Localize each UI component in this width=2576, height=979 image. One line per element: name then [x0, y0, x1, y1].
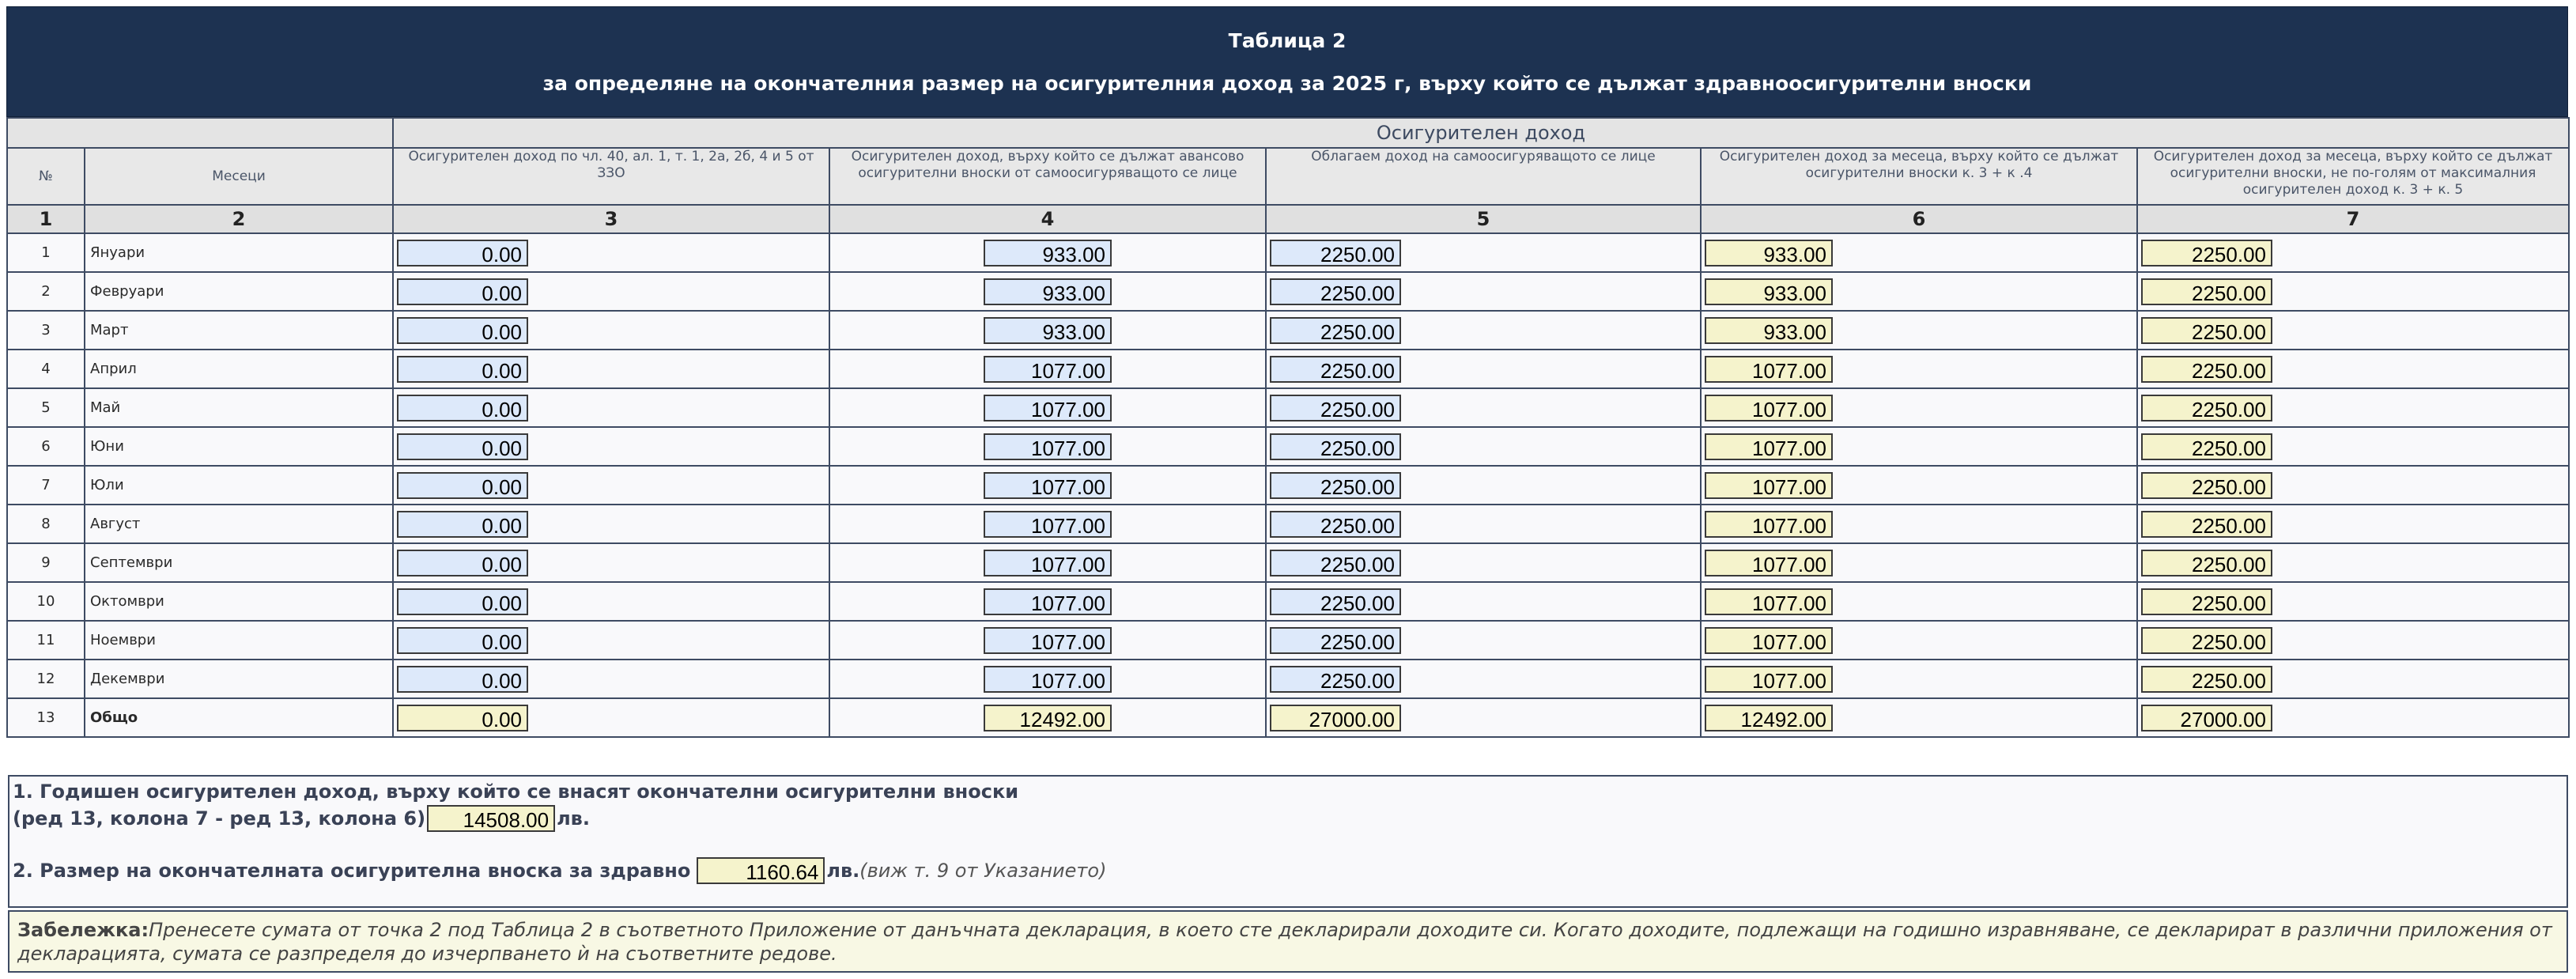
amount-field-col-3[interactable]: 0.00 — [397, 550, 528, 576]
cell-c7 — [2137, 311, 2569, 350]
cell-c5 — [1266, 621, 1701, 660]
cell-c6 — [1701, 543, 2137, 582]
amount-field-col-7[interactable]: 2250.00 — [2141, 472, 2272, 499]
currency-unit: лв. — [826, 860, 860, 882]
cell-c4 — [829, 233, 1266, 272]
amount-field-col-4[interactable]: 1077.00 — [984, 395, 1112, 421]
amount-field-col-5[interactable]: 2250.00 — [1270, 627, 1401, 654]
row-number: 10 — [7, 582, 85, 621]
col-header-5: Облагаем доход на самоосигуряващото се лице — [1266, 148, 1701, 205]
instruction-reference: (виж т. 9 от Указанието) — [859, 860, 1107, 882]
cell-c7 — [2137, 660, 2569, 698]
row-number: 8 — [7, 505, 85, 543]
amount-field-col-3[interactable]: 0.00 — [397, 317, 528, 344]
col-index: 5 — [1266, 205, 1701, 233]
cell-c4 — [829, 427, 1266, 466]
cell-c5 — [1266, 505, 1701, 543]
amount-field-col-5[interactable]: 27000.00 — [1270, 705, 1401, 731]
cell-c7 — [2137, 272, 2569, 311]
amount-field-col-6[interactable]: 1077.00 — [1705, 588, 1833, 615]
month-label: Ноември — [85, 621, 393, 660]
amount-field-col-4[interactable]: 933.00 — [984, 278, 1112, 305]
amount-field-col-7[interactable]: 2250.00 — [2141, 433, 2272, 460]
amount-field-col-5[interactable]: 2250.00 — [1270, 240, 1401, 266]
row-number: 1 — [7, 233, 85, 272]
cell-c3 — [393, 621, 829, 660]
cell-c4 — [829, 543, 1266, 582]
col-header-6: Осигурителен доход за месеца, върху който се дължат осигурителни вноски к. 3 + к .4 — [1701, 148, 2137, 205]
group-header-spacer — [7, 118, 85, 148]
amount-field-col-5[interactable]: 2250.00 — [1270, 433, 1401, 460]
amount-field-col-6[interactable]: 1077.00 — [1705, 395, 1833, 421]
cell-c3 — [393, 543, 829, 582]
cell-c4 — [829, 621, 1266, 660]
cell-c3 — [393, 505, 829, 543]
cell-c3 — [393, 427, 829, 466]
amount-field-col-6[interactable]: 1077.00 — [1705, 550, 1833, 576]
amount-field-col-3[interactable]: 0.00 — [397, 240, 528, 266]
contribution-label: 2. Размер на окончателната осигурителна вноска за здравно — [13, 860, 691, 882]
row-number: 2 — [7, 272, 85, 311]
amount-field-col-4[interactable]: 1077.00 — [984, 588, 1112, 615]
month-label: Октомври — [85, 582, 393, 621]
amount-field-col-5[interactable]: 2250.00 — [1270, 472, 1401, 499]
amount-field-col-7[interactable]: 2250.00 — [2141, 278, 2272, 305]
cell-c6 — [1701, 272, 2137, 311]
cell-c7 — [2137, 233, 2569, 272]
cell-c6 — [1701, 427, 2137, 466]
amount-field-col-3[interactable]: 0.00 — [397, 666, 528, 693]
cell-c6 — [1701, 582, 2137, 621]
amount-field-col-5[interactable]: 2250.00 — [1270, 588, 1401, 615]
cell-c5 — [1266, 466, 1701, 505]
table-row — [7, 660, 2569, 698]
cell-c7 — [2137, 388, 2569, 427]
cell-c7 — [2137, 505, 2569, 543]
table-row — [7, 233, 2569, 272]
amount-field-col-3[interactable]: 0.00 — [397, 278, 528, 305]
amount-field-col-3[interactable]: 0.00 — [397, 511, 528, 538]
cell-c4 — [829, 660, 1266, 698]
amount-field-col-4[interactable]: 1077.00 — [984, 550, 1112, 576]
amount-field-col-3[interactable]: 0.00 — [397, 705, 528, 731]
cell-c5 — [1266, 698, 1701, 737]
note-text: Пренесете сумата от точка 2 под Таблица 2 в съответното Приложение от данъчната декларация, в което сте декларирали доходите си. Когато доходите, подлежащи на годишно изравняване, се декларират в различни приложения от декларацията, сумата се разпределя до изчерпването ѝ на съответните редове. — [17, 919, 2552, 965]
cell-c6 — [1701, 621, 2137, 660]
summary-line-3 — [13, 857, 1106, 884]
total-row — [7, 698, 2569, 737]
amount-field-col-5[interactable]: 2250.00 — [1270, 278, 1401, 305]
col-header-3: Осигурителен доход по чл. 40, ал. 1, т. 1, 2а, 2б, 4 и 5 от ЗЗО — [393, 148, 829, 205]
row-number: 6 — [7, 427, 85, 466]
cell-c4 — [829, 505, 1266, 543]
amount-field-col-5[interactable]: 2250.00 — [1270, 666, 1401, 693]
amount-field-col-6[interactable]: 1077.00 — [1705, 433, 1833, 460]
col-index: 2 — [85, 205, 393, 233]
cell-c6 — [1701, 233, 2137, 272]
amount-field-col-7[interactable]: 2250.00 — [2141, 317, 2272, 344]
row-number: 12 — [7, 660, 85, 698]
cell-c3 — [393, 311, 829, 350]
cell-c7 — [2137, 582, 2569, 621]
cell-c6 — [1701, 350, 2137, 388]
amount-field-col-7[interactable]: 2250.00 — [2141, 511, 2272, 538]
amount-field-col-6[interactable]: 1077.00 — [1705, 666, 1833, 693]
col-header-7: Осигурителен доход за месеца, върху който се дължат осигурителни вноски, не по-голям от максималния осигурителен доход к. 3 + к. 5 — [2137, 148, 2569, 205]
cell-c3 — [393, 233, 829, 272]
summary-section — [8, 775, 2568, 908]
amount-field-col-6[interactable]: 1077.00 — [1705, 627, 1833, 654]
cell-c5 — [1266, 233, 1701, 272]
amount-field-col-6[interactable]: 1077.00 — [1705, 356, 1833, 383]
amount-field-col-4[interactable]: 1077.00 — [984, 356, 1112, 383]
amount-field-col-3[interactable]: 0.00 — [397, 472, 528, 499]
col-index: 3 — [393, 205, 829, 233]
annual-income-formula: (ред 13, колона 7 - ред 13, колона 6) — [13, 807, 426, 830]
cell-c4 — [829, 272, 1266, 311]
row-number: 13 — [7, 698, 85, 737]
table-subtitle: за определяне на окончателния размер на осигурителния доход за 2025 г, върху който се дължат здравноосигурителни вноски — [542, 72, 2032, 95]
amount-field-col-3[interactable]: 0.00 — [397, 433, 528, 460]
month-label: Септември — [85, 543, 393, 582]
cell-c3 — [393, 660, 829, 698]
cell-c3 — [393, 582, 829, 621]
col-index: 7 — [2137, 205, 2569, 233]
annual-income-field[interactable]: 14508.00 — [427, 805, 555, 832]
amount-field-col-3[interactable]: 0.00 — [397, 356, 528, 383]
cell-c3 — [393, 698, 829, 737]
col-index: 1 — [7, 205, 85, 233]
cell-c3 — [393, 272, 829, 311]
cell-c5 — [1266, 543, 1701, 582]
cell-c7 — [2137, 698, 2569, 737]
month-label: Февруари — [85, 272, 393, 311]
table-header-banner — [6, 6, 2568, 117]
table-row — [7, 350, 2569, 388]
amount-field-col-6[interactable]: 933.00 — [1705, 278, 1833, 305]
cell-c5 — [1266, 388, 1701, 427]
cell-c7 — [2137, 427, 2569, 466]
amount-field-col-7[interactable]: 2250.00 — [2141, 588, 2272, 615]
row-number: 11 — [7, 621, 85, 660]
col-header-month: Месеци — [85, 148, 393, 205]
health-contribution-field[interactable]: 1160.64 — [697, 857, 825, 884]
cell-c6 — [1701, 466, 2137, 505]
amount-field-col-7[interactable]: 2250.00 — [2141, 550, 2272, 576]
amount-field-col-7[interactable]: 2250.00 — [2141, 356, 2272, 383]
cell-c4 — [829, 388, 1266, 427]
cell-c5 — [1266, 582, 1701, 621]
table-title: Таблица 2 — [1228, 29, 1347, 52]
cell-c5 — [1266, 660, 1701, 698]
cell-c4 — [829, 698, 1266, 737]
cell-c7 — [2137, 621, 2569, 660]
cell-c3 — [393, 350, 829, 388]
cell-c4 — [829, 350, 1266, 388]
row-number: 4 — [7, 350, 85, 388]
month-label: Общо — [85, 698, 393, 737]
income-table — [6, 117, 2570, 738]
cell-c6 — [1701, 660, 2137, 698]
row-number: 7 — [7, 466, 85, 505]
month-label: Декември — [85, 660, 393, 698]
month-label: Януари — [85, 233, 393, 272]
note-label: Забележка: — [17, 919, 149, 941]
amount-field-col-7[interactable]: 2250.00 — [2141, 627, 2272, 654]
amount-field-col-5[interactable]: 2250.00 — [1270, 317, 1401, 344]
group-header-spacer — [85, 118, 393, 148]
amount-field-col-3[interactable]: 0.00 — [397, 395, 528, 421]
cell-c4 — [829, 311, 1266, 350]
cell-c7 — [2137, 350, 2569, 388]
summary-line-2 — [13, 805, 590, 832]
cell-c4 — [829, 582, 1266, 621]
table-row — [7, 505, 2569, 543]
amount-field-col-5[interactable]: 2250.00 — [1270, 356, 1401, 383]
amount-field-col-6[interactable]: 1077.00 — [1705, 511, 1833, 538]
summary-line-1: 1. Годишен осигурителен доход, върху който се внасят окончателни осигурителни вноски — [13, 781, 1019, 803]
cell-c5 — [1266, 272, 1701, 311]
amount-field-col-4[interactable]: 1077.00 — [984, 666, 1112, 693]
table-row — [7, 466, 2569, 505]
table-row — [7, 272, 2569, 311]
cell-c6 — [1701, 311, 2137, 350]
amount-field-col-7[interactable]: 27000.00 — [2141, 705, 2272, 731]
month-label: Май — [85, 388, 393, 427]
note-section — [8, 910, 2568, 973]
cell-c6 — [1701, 698, 2137, 737]
table-row — [7, 543, 2569, 582]
row-number: 9 — [7, 543, 85, 582]
table-row — [7, 427, 2569, 466]
col-header-num: № — [7, 148, 85, 205]
cell-c6 — [1701, 388, 2137, 427]
table-row — [7, 388, 2569, 427]
cell-c4 — [829, 466, 1266, 505]
amount-field-col-6[interactable]: 1077.00 — [1705, 472, 1833, 499]
table-row — [7, 621, 2569, 660]
month-label: Юни — [85, 427, 393, 466]
cell-c5 — [1266, 311, 1701, 350]
month-label: Юли — [85, 466, 393, 505]
cell-c7 — [2137, 543, 2569, 582]
amount-field-col-4[interactable]: 1077.00 — [984, 627, 1112, 654]
amount-field-col-4[interactable]: 933.00 — [984, 240, 1112, 266]
table-row — [7, 311, 2569, 350]
cell-c6 — [1701, 505, 2137, 543]
amount-field-col-4[interactable]: 1077.00 — [984, 433, 1112, 460]
amount-field-col-6[interactable]: 933.00 — [1705, 317, 1833, 344]
amount-field-col-6[interactable]: 933.00 — [1705, 240, 1833, 266]
col-index: 6 — [1701, 205, 2137, 233]
row-number: 5 — [7, 388, 85, 427]
amount-field-col-4[interactable]: 1077.00 — [984, 472, 1112, 499]
amount-field-col-4[interactable]: 12492.00 — [984, 705, 1112, 731]
cell-c7 — [2137, 466, 2569, 505]
cell-c5 — [1266, 350, 1701, 388]
cell-c5 — [1266, 427, 1701, 466]
amount-field-col-4[interactable]: 933.00 — [984, 317, 1112, 344]
row-number: 3 — [7, 311, 85, 350]
cell-c3 — [393, 388, 829, 427]
col-index: 4 — [829, 205, 1266, 233]
amount-field-col-7[interactable]: 2250.00 — [2141, 395, 2272, 421]
amount-field-col-7[interactable]: 2250.00 — [2141, 666, 2272, 693]
cell-c3 — [393, 466, 829, 505]
amount-field-col-7[interactable]: 2250.00 — [2141, 240, 2272, 266]
amount-field-col-3[interactable]: 0.00 — [397, 627, 528, 654]
amount-field-col-5[interactable]: 2250.00 — [1270, 395, 1401, 421]
amount-field-col-5[interactable]: 2250.00 — [1270, 511, 1401, 538]
amount-field-col-6[interactable]: 12492.00 — [1705, 705, 1833, 731]
table-row — [7, 582, 2569, 621]
col-header-4: Осигурителен доход, върху който се дължат авансово осигурителни вноски от самоосигуряващото се лице — [829, 148, 1266, 205]
group-header: Осигурителен доход — [393, 118, 2569, 148]
month-label: Август — [85, 505, 393, 543]
amount-field-col-3[interactable]: 0.00 — [397, 588, 528, 615]
currency-unit: лв. — [557, 807, 590, 830]
month-label: Април — [85, 350, 393, 388]
amount-field-col-5[interactable]: 2250.00 — [1270, 550, 1401, 576]
amount-field-col-4[interactable]: 1077.00 — [984, 511, 1112, 538]
month-label: Март — [85, 311, 393, 350]
